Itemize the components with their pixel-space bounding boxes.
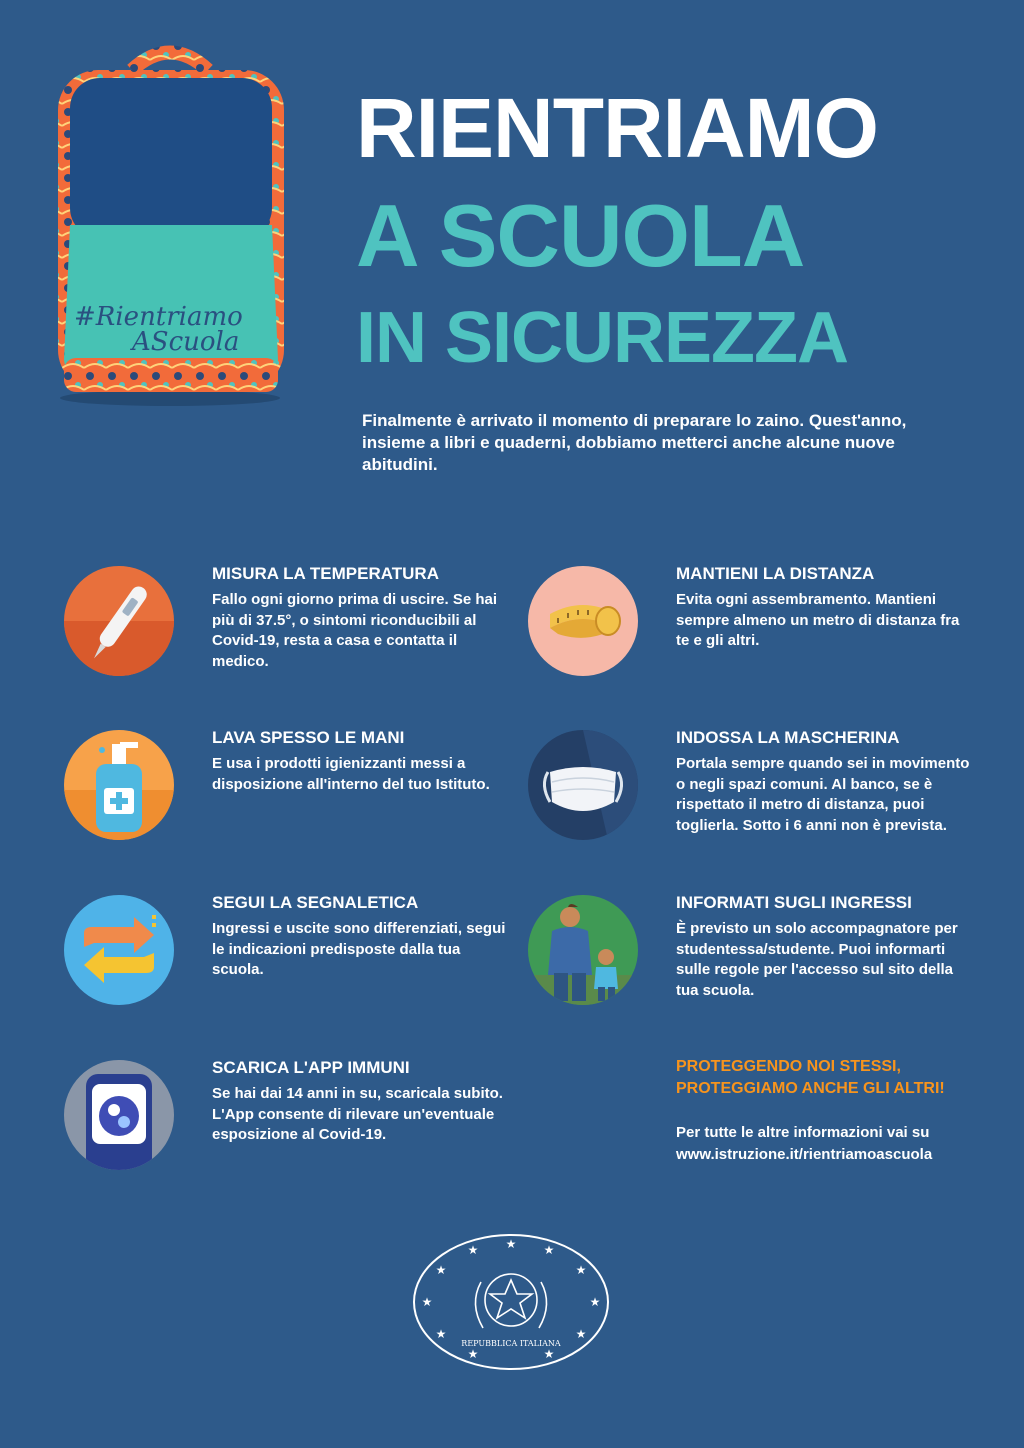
backpack-icon [40, 40, 300, 410]
more-info-text: Per tutte le altre informazioni vai su [676, 1124, 930, 1141]
tip-text: Evita ogni assembramento. Mantieni sempre almeno un metro di distanza fra te e gli altri. [676, 591, 960, 649]
svg-text:★: ★ [421, 1295, 433, 1309]
tip-title: SCARICA L'APP IMMUNI [212, 1058, 410, 1077]
svg-text:★: ★ [435, 1327, 447, 1341]
slogan [676, 1056, 996, 1100]
immuni-app-icon [64, 1060, 174, 1170]
italian-republic-emblem-icon [411, 1232, 611, 1372]
thermometer-icon [64, 566, 174, 676]
face-mask-icon [528, 730, 638, 840]
tip-title: LAVA SPESSO LE MANI [212, 728, 405, 747]
direction-arrows-icon [64, 895, 174, 1005]
tip-text: È previsto un solo accompagnatore per studentessa/studente. Puoi informarti sulle regole per l'accesso sul sito della tua scuola. [676, 920, 958, 999]
svg-text:★: ★ [467, 1243, 479, 1257]
more-info-link[interactable]: www.istruzione.it/rientriamoascuola [676, 1146, 933, 1163]
svg-text:★: ★ [589, 1295, 601, 1309]
svg-text:★: ★ [435, 1263, 447, 1277]
tip-title: SEGUI LA SEGNALETICA [212, 893, 419, 912]
svg-text:★: ★ [467, 1347, 479, 1361]
title-line-2: A SCUOLA [356, 186, 805, 285]
tip-title: MANTIENI LA DISTANZA [676, 564, 875, 583]
parent-child-icon [528, 895, 638, 1005]
slogan-line-1: PROTEGGENDO NOI STESSI, [676, 1058, 901, 1075]
tip-title: INDOSSA LA MASCHERINA [676, 728, 900, 747]
tip-text: E usa i prodotti igienizzanti messi a disposizione all'interno del tuo Istituto. [212, 755, 490, 793]
svg-text:★: ★ [575, 1327, 587, 1341]
title-line-3: IN SICUREZZA [356, 298, 848, 378]
title-line-1: RIENTRIAMO [356, 81, 878, 175]
tip-title: MISURA LA TEMPERATURA [212, 564, 439, 583]
backpack-hashtag-1: #Rientriamo [74, 302, 243, 332]
svg-text:★: ★ [543, 1243, 555, 1257]
intro-text: Finalmente è arrivato il momento di preparare lo zaino. Quest'anno, insieme a libri e quaderni, dobbiamo metterci anche alcune nuove abitudini. [362, 411, 907, 474]
tip-text: Fallo ogni giorno prima di uscire. Se hai più di 37.5°, o sintomi riconducibili al Covid-19, resta a casa e contatta il medico. [212, 591, 498, 670]
svg-text:★: ★ [505, 1237, 517, 1251]
svg-text:★: ★ [543, 1347, 555, 1361]
svg-text:★: ★ [575, 1263, 587, 1277]
tip-text: Ingressi e uscite sono differenziati, segui le indicazioni predisposte dalla tua scuola. [212, 920, 506, 978]
tip-title: INFORMATI SUGLI INGRESSI [676, 893, 912, 912]
more-info [676, 1122, 996, 1166]
slogan-line-2: PROTEGGIAMO ANCHE GLI ALTRI! [676, 1080, 945, 1097]
tape-measure-icon [528, 566, 638, 676]
tip-text: Se hai dai 14 anni in su, scaricala subito. L'App consente di rilevare un'eventuale esposizione al Covid-19. [212, 1085, 503, 1143]
emblem-text: REPUBBLICA ITALIANA [461, 1339, 561, 1348]
backpack-hashtag-2: AScuola [132, 327, 240, 357]
tip-text: Portala sempre quando sei in movimento o negli spazi comuni. Al banco, se è rispettato il metro di distanza, puoi toglierla. Sotto i 6 anni non è prevista. [676, 755, 970, 834]
page-title [356, 81, 878, 378]
hand-sanitizer-icon [64, 730, 174, 840]
